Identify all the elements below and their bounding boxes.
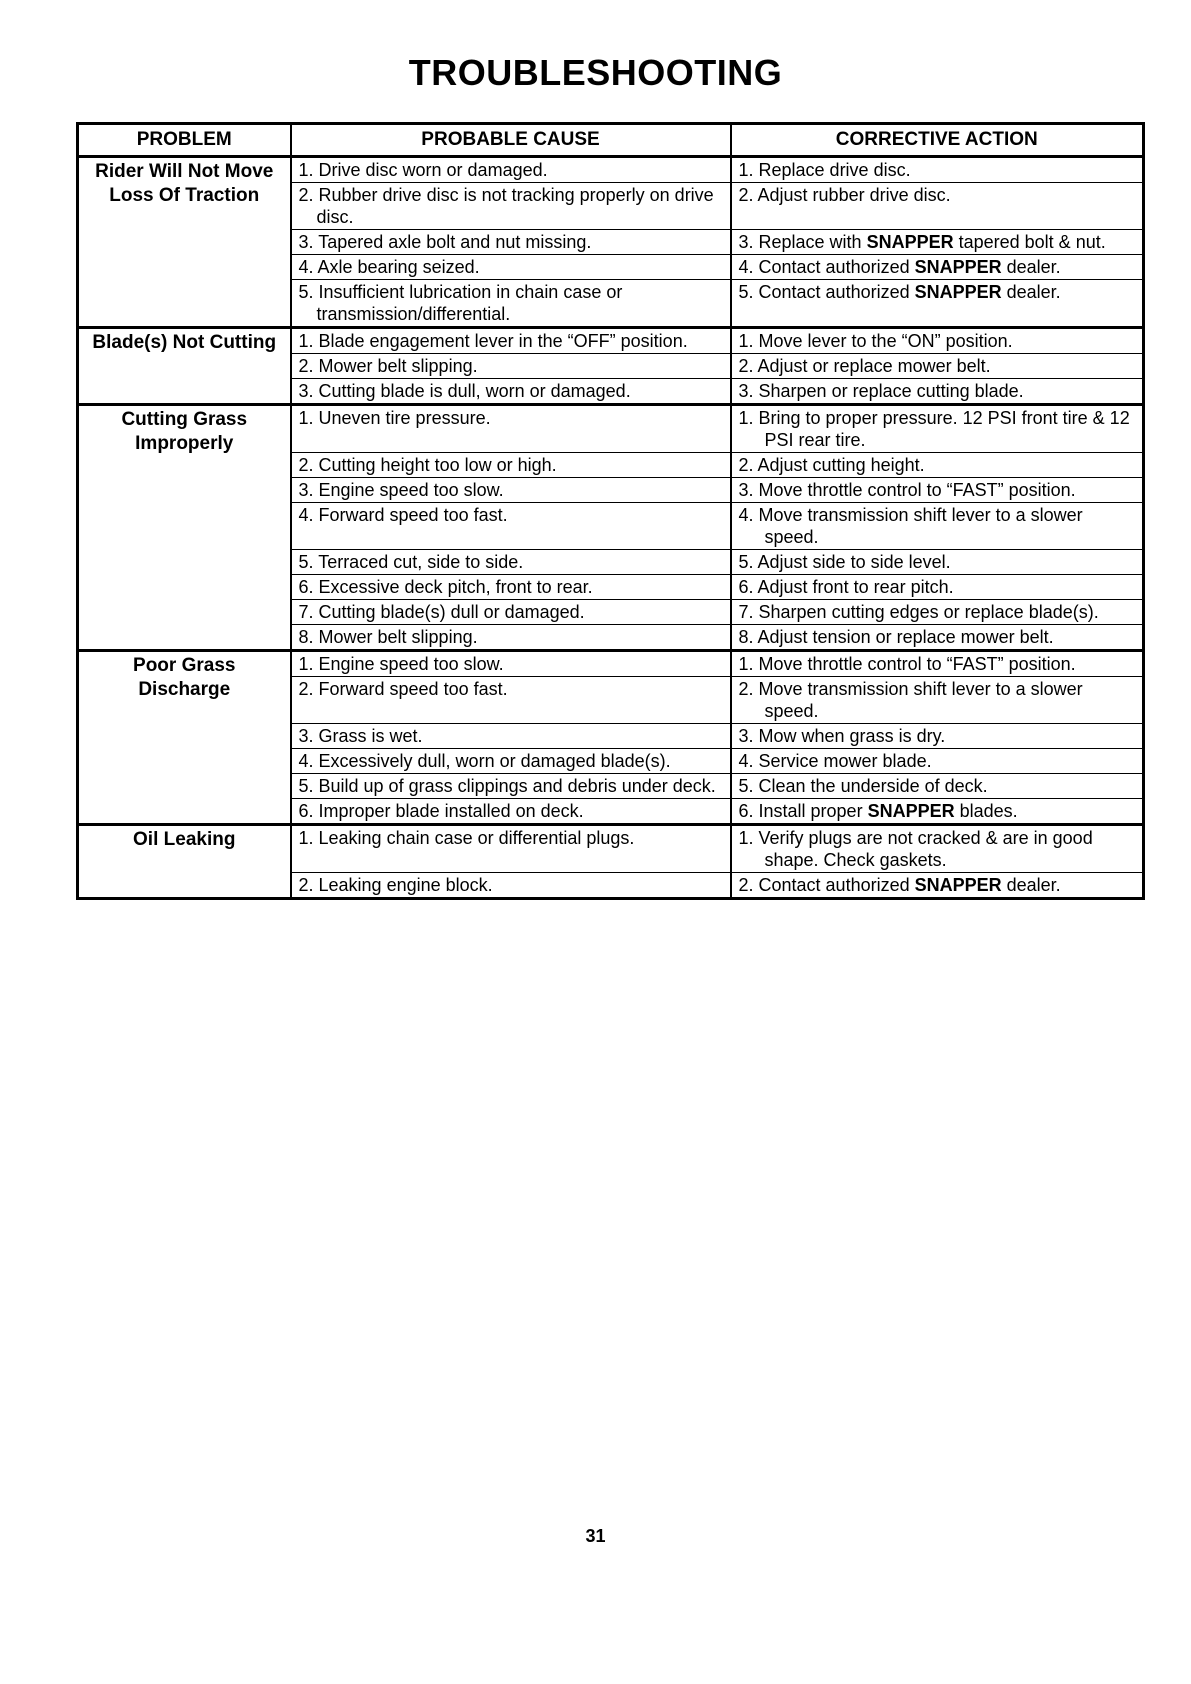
action-text-post: dealer. bbox=[1001, 282, 1061, 302]
action-cell bbox=[731, 405, 1144, 453]
cause-cell bbox=[291, 230, 731, 255]
action-text-pre: 5. Contact authorized bbox=[738, 282, 915, 302]
cause-cell bbox=[291, 550, 731, 575]
problem-label: Blade(s) Not Cutting bbox=[92, 332, 277, 353]
cause-text: 2. Forward speed too fast. bbox=[298, 679, 508, 699]
cause-text: 5. Build up of grass clippings and debris under deck. bbox=[298, 776, 716, 796]
table-row bbox=[78, 651, 1144, 677]
brand-name: SNAPPER bbox=[914, 282, 1002, 302]
cause-cell bbox=[291, 774, 731, 799]
action-text: 6. Adjust front to rear pitch. bbox=[738, 577, 954, 597]
problem-cell bbox=[78, 651, 291, 825]
cause-text: 1. Leaking chain case or differential plugs. bbox=[298, 828, 635, 848]
action-cell bbox=[731, 724, 1144, 749]
cause-text: 3. Engine speed too slow. bbox=[298, 480, 504, 500]
action-cell bbox=[731, 600, 1144, 625]
action-text-post: tapered bolt & nut. bbox=[953, 232, 1106, 252]
cause-cell bbox=[291, 625, 731, 651]
cause-cell bbox=[291, 157, 731, 183]
cause-text: 5. Terraced cut, side to side. bbox=[298, 552, 524, 572]
action-cell bbox=[731, 478, 1144, 503]
action-text-pre: 4. Contact authorized bbox=[738, 257, 915, 277]
cause-text: 2. Rubber drive disc is not tracking properly on drive disc. bbox=[298, 185, 714, 227]
action-text: 7. Sharpen cutting edges or replace blade(s). bbox=[738, 602, 1099, 622]
cause-cell bbox=[291, 503, 731, 550]
cause-text: 2. Mower belt slipping. bbox=[298, 356, 478, 376]
action-text: 3. Move throttle control to “FAST” position. bbox=[738, 480, 1076, 500]
cause-text: 4. Axle bearing seized. bbox=[298, 257, 480, 277]
action-text bbox=[739, 800, 1137, 822]
table-row bbox=[78, 328, 1144, 354]
action-cell bbox=[731, 873, 1144, 899]
table-row bbox=[78, 405, 1144, 453]
table-body bbox=[78, 157, 1144, 899]
page-title: TROUBLESHOOTING bbox=[408, 52, 783, 93]
action-cell bbox=[731, 825, 1144, 873]
action-cell bbox=[731, 677, 1144, 724]
troubleshooting-table bbox=[76, 122, 1145, 900]
cause-cell bbox=[291, 651, 731, 677]
action-text: 2. Adjust rubber drive disc. bbox=[738, 185, 951, 205]
action-text-pre: 2. Contact authorized bbox=[738, 875, 915, 895]
problem-cell bbox=[78, 825, 291, 899]
action-text: 2. Adjust cutting height. bbox=[738, 455, 925, 475]
cause-cell bbox=[291, 724, 731, 749]
problem-cell bbox=[78, 157, 291, 328]
cause-text: 3. Tapered axle bolt and nut missing. bbox=[298, 232, 592, 252]
table-row bbox=[78, 157, 1144, 183]
action-text: 1. Bring to proper pressure. 12 PSI front tire & 12 PSI rear tire. bbox=[738, 408, 1130, 450]
action-cell bbox=[731, 255, 1144, 280]
cause-text: 3. Cutting blade is dull, worn or damaged. bbox=[298, 381, 631, 401]
cause-text: 1. Drive disc worn or damaged. bbox=[298, 160, 548, 180]
cause-cell bbox=[291, 478, 731, 503]
cause-cell bbox=[291, 677, 731, 724]
action-text: 2. Move transmission shift lever to a slower speed. bbox=[738, 679, 1083, 721]
problem-label: Loss Of Traction bbox=[109, 185, 260, 206]
cause-cell bbox=[291, 453, 731, 478]
brand-name: SNAPPER bbox=[866, 232, 954, 252]
action-cell bbox=[731, 625, 1144, 651]
action-cell bbox=[731, 453, 1144, 478]
cause-text: 1. Engine speed too slow. bbox=[298, 654, 504, 674]
cause-cell bbox=[291, 405, 731, 453]
problem-label: Poor Grass bbox=[133, 655, 236, 676]
cause-text: 1. Uneven tire pressure. bbox=[298, 408, 491, 428]
action-text bbox=[739, 231, 1137, 253]
problem-label: Oil Leaking bbox=[133, 829, 236, 850]
action-text bbox=[739, 256, 1137, 278]
header-problem: PROBLEM bbox=[78, 124, 291, 157]
action-cell bbox=[731, 799, 1144, 825]
action-text: 1. Move throttle control to “FAST” position. bbox=[738, 654, 1076, 674]
action-cell bbox=[731, 550, 1144, 575]
action-text-post: dealer. bbox=[1001, 875, 1061, 895]
cause-cell bbox=[291, 255, 731, 280]
action-cell bbox=[731, 183, 1144, 230]
action-text bbox=[739, 874, 1137, 896]
cause-text: 6. Excessive deck pitch, front to rear. bbox=[298, 577, 593, 597]
action-cell bbox=[731, 379, 1144, 405]
table-header-row bbox=[78, 124, 1144, 157]
table-row bbox=[78, 825, 1144, 873]
action-cell bbox=[731, 157, 1144, 183]
action-cell bbox=[731, 575, 1144, 600]
cause-text: 6. Improper blade installed on deck. bbox=[298, 801, 584, 821]
cause-cell bbox=[291, 280, 731, 328]
action-text: 4. Service mower blade. bbox=[738, 751, 932, 771]
cause-text: 1. Blade engagement lever in the “OFF” position. bbox=[298, 331, 688, 351]
action-cell bbox=[731, 280, 1144, 328]
action-text: 5. Clean the underside of deck. bbox=[738, 776, 988, 796]
action-text-post: blades. bbox=[954, 801, 1018, 821]
action-cell bbox=[731, 503, 1144, 550]
problem-label: Discharge bbox=[138, 679, 231, 700]
action-text: 8. Adjust tension or replace mower belt. bbox=[738, 627, 1054, 647]
cause-text: 8. Mower belt slipping. bbox=[298, 627, 478, 647]
header-corrective-action: CORRECTIVE ACTION bbox=[731, 124, 1144, 157]
brand-name: SNAPPER bbox=[867, 801, 955, 821]
cause-text: 7. Cutting blade(s) dull or damaged. bbox=[298, 602, 585, 622]
cause-cell bbox=[291, 354, 731, 379]
action-text-pre: 3. Replace with bbox=[738, 232, 867, 252]
cause-text: 4. Excessively dull, worn or damaged blade(s). bbox=[298, 751, 671, 771]
action-text bbox=[739, 281, 1137, 303]
cause-cell bbox=[291, 825, 731, 873]
problem-label: Improperly bbox=[135, 433, 234, 454]
action-text: 1. Replace drive disc. bbox=[738, 160, 911, 180]
action-cell bbox=[731, 774, 1144, 799]
cause-text: 4. Forward speed too fast. bbox=[298, 505, 508, 525]
brand-name: SNAPPER bbox=[914, 257, 1002, 277]
action-text: 3. Mow when grass is dry. bbox=[738, 726, 946, 746]
action-text-post: dealer. bbox=[1001, 257, 1061, 277]
action-text: 1. Move lever to the “ON” position. bbox=[738, 331, 1013, 351]
cause-text: 5. Insufficient lubrication in chain case or transmission/differential. bbox=[298, 282, 623, 324]
action-text: 2. Adjust or replace mower belt. bbox=[738, 356, 991, 376]
action-text: 3. Sharpen or replace cutting blade. bbox=[738, 381, 1024, 401]
header-probable-cause: PROBABLE CAUSE bbox=[291, 124, 731, 157]
action-text-pre: 6. Install proper bbox=[738, 801, 868, 821]
cause-cell bbox=[291, 799, 731, 825]
action-cell bbox=[731, 354, 1144, 379]
action-cell bbox=[731, 651, 1144, 677]
cause-cell bbox=[291, 749, 731, 774]
cause-cell bbox=[291, 575, 731, 600]
action-cell bbox=[731, 230, 1144, 255]
page-number: 31 bbox=[585, 1526, 606, 1546]
problem-label: Rider Will Not Move bbox=[95, 161, 274, 182]
cause-cell bbox=[291, 379, 731, 405]
action-text: 4. Move transmission shift lever to a slower speed. bbox=[738, 505, 1083, 547]
cause-text: 3. Grass is wet. bbox=[298, 726, 423, 746]
cause-text: 2. Cutting height too low or high. bbox=[298, 455, 557, 475]
problem-cell bbox=[78, 328, 291, 405]
cause-cell bbox=[291, 873, 731, 899]
action-text: 1. Verify plugs are not cracked & are in good shape. Check gaskets. bbox=[738, 828, 1093, 870]
cause-cell bbox=[291, 600, 731, 625]
problem-label: Cutting Grass bbox=[121, 409, 248, 430]
brand-name: SNAPPER bbox=[914, 875, 1002, 895]
action-text: 5. Adjust side to side level. bbox=[738, 552, 951, 572]
problem-cell bbox=[78, 405, 291, 651]
cause-cell bbox=[291, 183, 731, 230]
cause-cell bbox=[291, 328, 731, 354]
cause-text: 2. Leaking engine block. bbox=[298, 875, 493, 895]
action-cell bbox=[731, 328, 1144, 354]
action-cell bbox=[731, 749, 1144, 774]
